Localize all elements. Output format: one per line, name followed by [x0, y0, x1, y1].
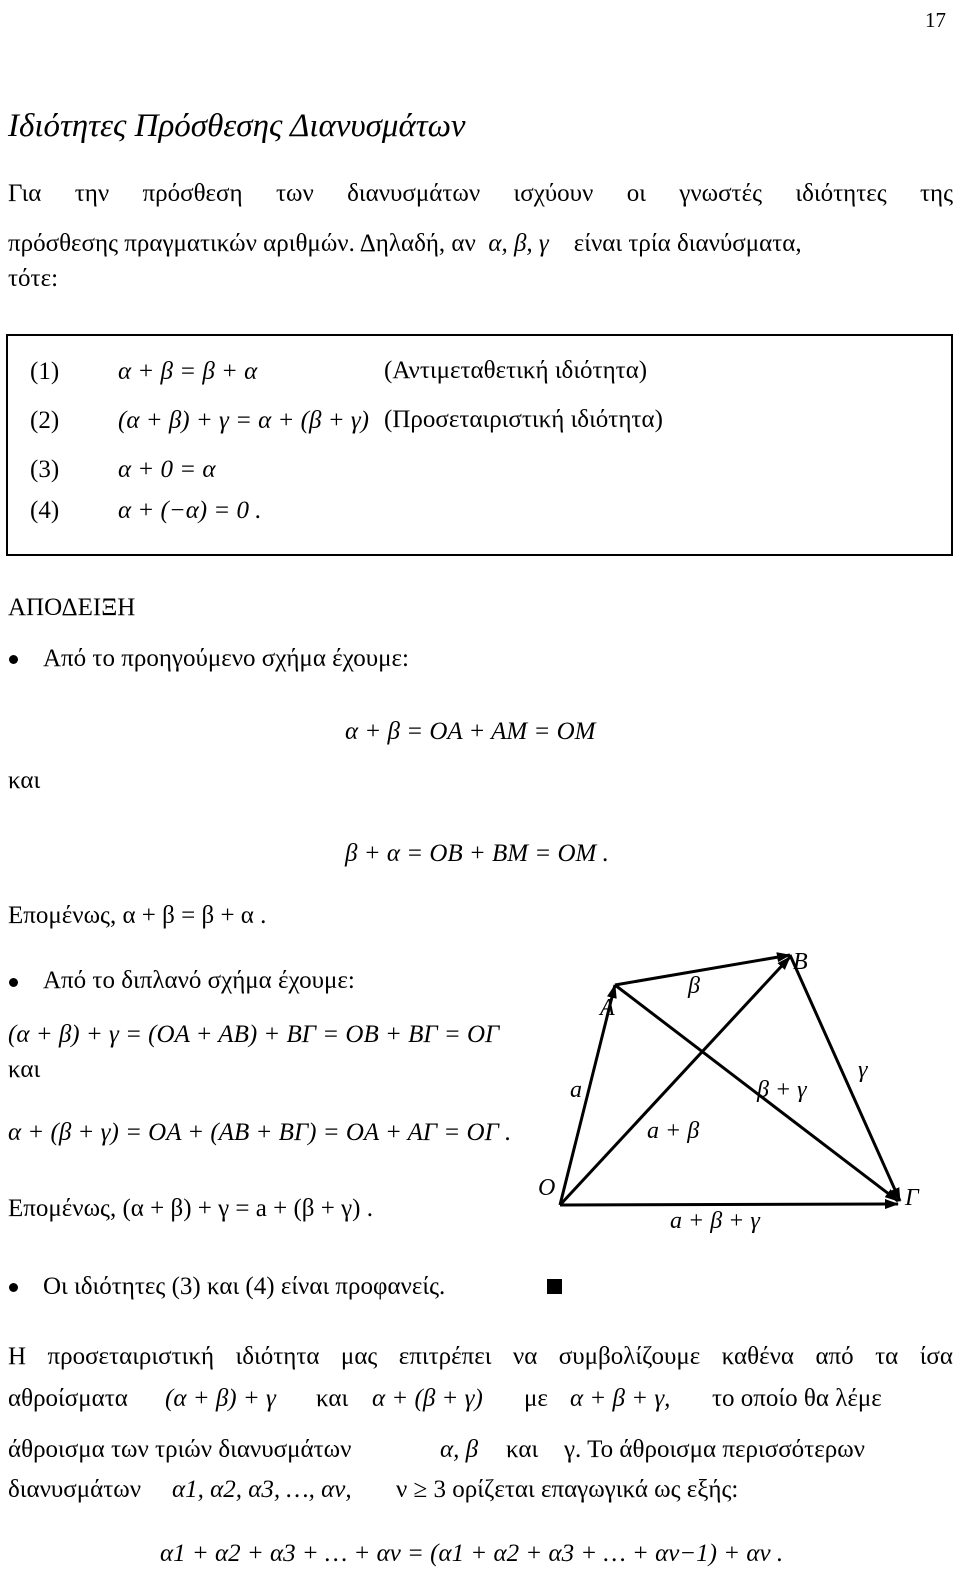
property-3-number: (3)	[30, 456, 60, 483]
para-line-3-a: άθροισμα των τριών διανυσμάτων	[8, 1436, 352, 1463]
property-4-number: (4)	[30, 497, 60, 524]
para-line-2-c: με	[524, 1385, 548, 1412]
para-line-2-a: αθροίσματα	[8, 1385, 128, 1412]
equation-2: β + α = OB + BM = OM .	[345, 840, 609, 867]
property-1-formula: α + β = β + α	[118, 358, 258, 385]
para-line-2-d: το οποίο θα λέμε	[712, 1385, 882, 1412]
vector-addition-figure	[520, 935, 950, 1235]
vec-ab-label: a + β	[647, 1118, 700, 1144]
property-2-number: (2)	[30, 407, 60, 434]
qed-square-icon	[547, 1279, 562, 1294]
page-title: Ιδιότητες Πρόσθεσης Διανυσμάτων	[8, 108, 466, 144]
para-line-2-b: και	[316, 1385, 349, 1412]
para-line-4-b: ν ≥ 3 ορίζεται επαγωγικά ως εξής:	[396, 1476, 739, 1503]
intro-line-2-after: είναι τρία διανύσματα,	[573, 230, 802, 257]
vector-ab-arrow	[615, 955, 790, 985]
kai-2: και	[8, 1056, 41, 1083]
equation-1: α + β = OA + AM = OM	[345, 718, 596, 745]
point-g-label: Γ	[905, 1185, 919, 1211]
bullet-3	[9, 1283, 18, 1292]
vector-ob-arrow	[560, 957, 790, 1205]
point-o-label: O	[538, 1175, 556, 1201]
vec-b-label: β	[688, 973, 700, 999]
point-b-label: B	[793, 949, 808, 975]
intro-vectors: α, β, γ	[488, 230, 549, 257]
page-number: 17	[925, 8, 946, 32]
bullet-1	[9, 655, 18, 664]
property-4-formula: α + (−α) = 0 .	[118, 497, 262, 524]
property-1-number: (1)	[30, 358, 60, 385]
point-a-label: A	[600, 995, 615, 1021]
equation-4: α + (β + γ) = OA + (AB + BΓ) = OA + AΓ = OΓ .	[8, 1119, 512, 1146]
para-line-3-formula: α, β	[440, 1436, 479, 1463]
para-line-2-formula-2: α + (β + γ)	[372, 1385, 483, 1412]
para-line-4-a: διανυσμάτων	[8, 1476, 142, 1503]
property-1-name: (Αντιμεταθετική ιδιότητα)	[384, 357, 648, 384]
intro-line-1: Για την πρόσθεση των διανυσμάτων ισχύουν οι γνωστές ιδιότητες της	[8, 180, 953, 207]
bullet-3-text: Οι ιδιότητες (3) και (4) είναι προφανείς.	[43, 1273, 446, 1300]
bullet-1-text: Από το προηγούμενο σχήμα έχουμε:	[43, 645, 409, 672]
bullet-2-text: Από το διπλανό σχήμα έχουμε:	[43, 967, 355, 994]
intro-line-3: τότε:	[8, 265, 59, 292]
para-line-2-formula-1: (α + β) + γ	[165, 1385, 276, 1412]
intro-line-2-before: πρόσθεσης πραγματικών αριθμών. Δηλαδή, αν	[8, 230, 476, 257]
equation-3: (α + β) + γ = (OA + AB) + BΓ = OB + BΓ = OΓ	[8, 1021, 500, 1048]
para-line-4-formula: α1, α2, α3, …, αν,	[172, 1476, 352, 1503]
para-line-3-b: και	[506, 1436, 539, 1463]
therefore-1: Επομένως, α + β = β + α .	[8, 902, 267, 929]
vec-abg-label: a + β + γ	[670, 1208, 760, 1234]
para-line-3-g: γ. Το άθροισμα περισσότερων	[564, 1436, 865, 1463]
kai-1: και	[8, 767, 41, 794]
proof-heading: ΑΠΟΔΕΙΞΗ	[8, 594, 136, 621]
vec-bg-label: β + γ	[757, 1077, 807, 1103]
property-3-formula: α + 0 = α	[118, 456, 216, 483]
para-line-2-formula-3: α + β + γ,	[570, 1385, 671, 1412]
vector-og-arrow	[560, 1204, 898, 1205]
property-2-formula: (α + β) + γ = α + (β + γ)	[118, 407, 370, 434]
intro-line-2	[8, 231, 802, 256]
property-2-name: (Προσεταιριστική ιδιότητα)	[384, 406, 663, 433]
therefore-2: Επομένως, (α + β) + γ = a + (β + γ) .	[8, 1195, 373, 1222]
vec-a-label: a	[570, 1077, 582, 1103]
para-line-1: Η προσεταιριστική ιδιότητα μας επιτρέπει να συμβολίζουμε καθένα από τα ίσα	[8, 1343, 953, 1370]
final-equation: α1 + α2 + α3 + … + αν = (α1 + α2 + α3 + … + αν−1) + αν .	[160, 1540, 784, 1567]
bullet-2	[9, 978, 18, 987]
vec-g-label: γ	[858, 1057, 868, 1083]
